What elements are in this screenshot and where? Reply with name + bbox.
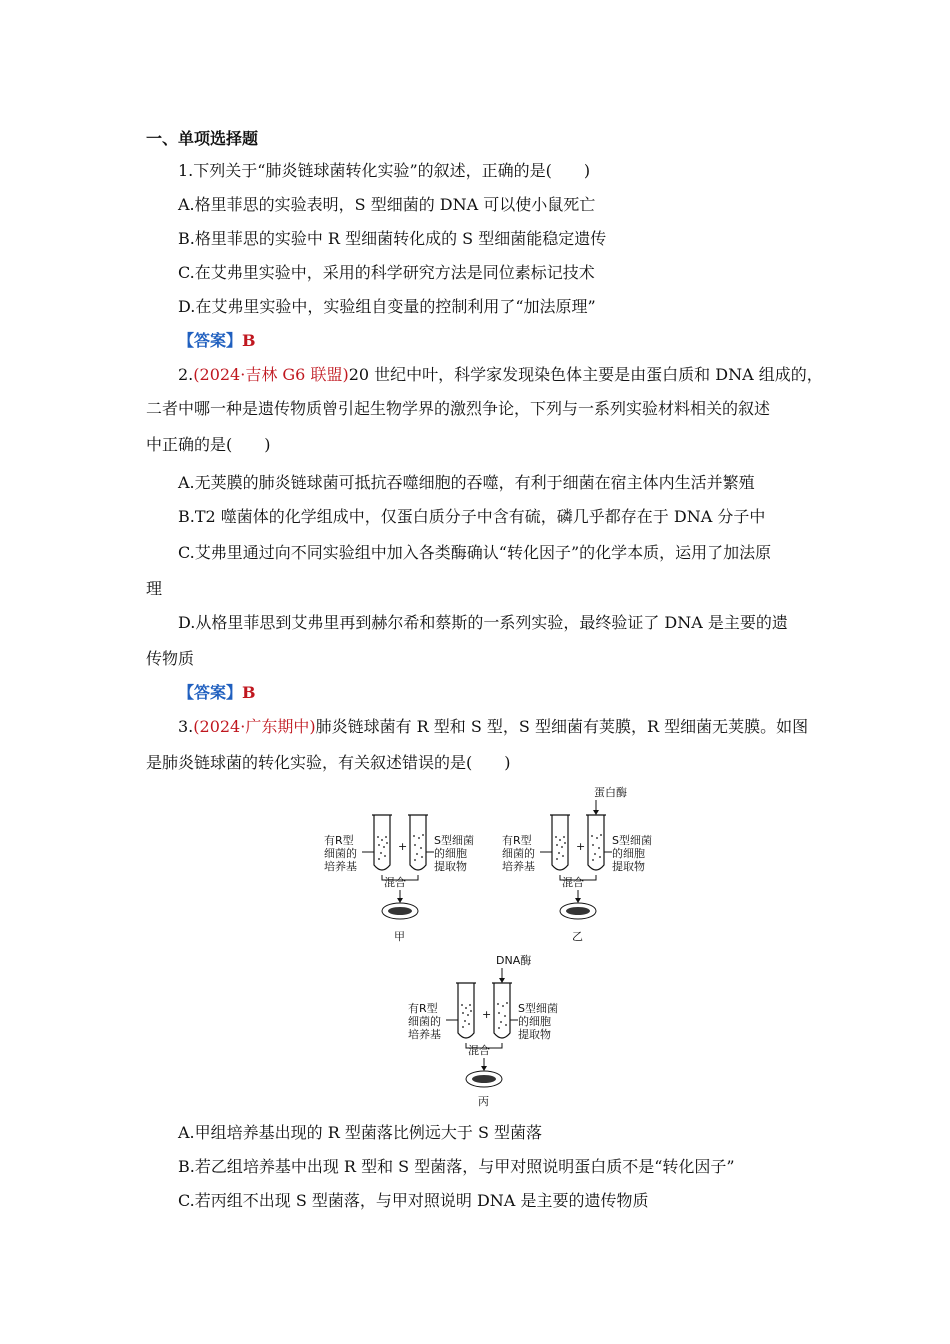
right-label-line2: 的细胞 <box>434 847 467 860</box>
left-label-line1: 有R型 <box>408 1002 438 1015</box>
right-label-line1: S型细菌 <box>612 834 652 847</box>
q3-option-c: C.若丙组不出现 S 型菌落，与甲对照说明 DNA 是主要的遗传物质 <box>178 1191 649 1210</box>
mix-label: 混合 <box>384 876 406 889</box>
right-label-line2: 的细胞 <box>612 847 645 860</box>
left-label-line2: 细菌的 <box>324 847 357 860</box>
r-culture-dots <box>377 836 388 860</box>
q3-stem-text: 肺炎链球菌有 R 型和 S 型，S 型细菌有荚膜，R 型细菌无荚膜。如图 <box>315 717 809 736</box>
q2-option-d-cont: 传物质 <box>146 649 195 668</box>
group-name: 甲 <box>394 930 405 943</box>
q2-number: 2. <box>178 365 194 384</box>
q3-stem-line2: 是肺炎链球菌的转化实验，有关叙述错误的是( ) <box>146 753 511 772</box>
right-label-line3: 提取物 <box>612 860 645 873</box>
right-label-line3: 提取物 <box>434 860 467 873</box>
q2-option-c: C.艾弗里通过向不同实验组中加入各类酶确认“转化因子”的化学本质，运用了加法原 <box>178 543 772 562</box>
q1-option-d: D.在艾弗里实验中，实验组自变量的控制利用了“加法原理” <box>178 297 596 316</box>
left-label-line3: 培养基 <box>408 1028 441 1041</box>
group-jia <box>324 815 474 943</box>
left-label-line2: 细菌的 <box>408 1015 441 1028</box>
s-extract-mark <box>413 834 424 861</box>
q3-number: 3. <box>178 717 194 736</box>
q1-answer <box>178 330 256 352</box>
answer-label: 【答案】 <box>178 683 243 702</box>
answer-label: 【答案】 <box>178 331 243 350</box>
q1-option-c: C.在艾弗里实验中，采用的科学研究方法是同位素标记技术 <box>178 263 595 282</box>
q2-option-b: B.T2 噬菌体的化学组成中，仅蛋白质分子中含有硫，磷几乎都存在于 DNA 分子中 <box>178 507 766 526</box>
answer-value: B <box>242 331 256 350</box>
q2-option-a: A.无荚膜的肺炎链球菌可抵抗吞噬细胞的吞噬，有利于细菌在宿主体内生活并繁殖 <box>178 473 755 492</box>
plus-sign: + <box>576 840 586 853</box>
plus-sign: + <box>482 1008 492 1021</box>
q3-stem-line1 <box>178 716 808 738</box>
q2-stem-line3: 中正确的是( ) <box>146 435 271 454</box>
plus-sign: + <box>398 840 408 853</box>
group-yi <box>502 785 652 943</box>
answer-value: B <box>242 683 256 702</box>
left-label-line1: 有R型 <box>324 834 354 847</box>
q1-stem: 1.下列关于“肺炎链球菌转化实验”的叙述，正确的是( ) <box>178 161 591 180</box>
right-label-line1: S型细菌 <box>518 1002 558 1015</box>
q1-option-b: B.格里菲思的实验中 R 型细菌转化成的 S 型细菌能稳定遗传 <box>178 229 607 248</box>
q2-answer <box>178 682 256 704</box>
group-bing <box>408 953 558 1108</box>
right-label-line2: 的细胞 <box>518 1015 551 1028</box>
right-label-line1: S型细菌 <box>434 834 474 847</box>
q2-source: (2024·吉林 G6 联盟) <box>193 365 349 384</box>
left-label-line2: 细菌的 <box>502 847 535 860</box>
q2-option-c-cont: 理 <box>146 579 163 598</box>
left-label-line1: 有R型 <box>502 834 532 847</box>
mix-label: 混合 <box>468 1044 490 1057</box>
q2-stem-line2: 二者中哪一种是遗传物质曾引起生物学界的激烈争论，下列与一系列实验材料相关的叙述 <box>146 399 771 418</box>
q1-option-a: A.格里菲思的实验表明，S 型细菌的 DNA 可以使小鼠死亡 <box>178 195 596 214</box>
q3-option-a: A.甲组培养基出现的 R 型菌落比例远大于 S 型菌落 <box>178 1123 542 1142</box>
q3-source: (2024·广东期中) <box>193 717 316 736</box>
enzyme-label: 蛋白酶 <box>594 786 627 799</box>
transformation-experiment-figure <box>322 780 652 1110</box>
right-label-line3: 提取物 <box>518 1028 551 1041</box>
enzyme-label: DNA酶 <box>496 954 532 967</box>
left-label-line3: 培养基 <box>502 860 535 873</box>
group-name: 丙 <box>478 1095 489 1108</box>
mix-label: 混合 <box>562 876 584 889</box>
group-name: 乙 <box>572 930 583 943</box>
section-title: 一、单项选择题 <box>146 129 259 148</box>
q3-option-b: B.若乙组培养基中出现 R 型和 S 型菌落，与甲对照说明蛋白质不是“转化因子” <box>178 1157 735 1176</box>
figure-svg <box>322 780 662 1110</box>
q2-stem-text: 20 世纪中叶，科学家发现染色体主要是由蛋白质和 DNA 组成的， <box>348 365 823 384</box>
left-label-line3: 培养基 <box>324 860 357 873</box>
q2-option-d: D.从格里菲思到艾弗里再到赫尔希和蔡斯的一系列实验，最终验证了 DNA 是主要的遗 <box>178 613 788 632</box>
q2-stem-line1 <box>178 364 823 386</box>
